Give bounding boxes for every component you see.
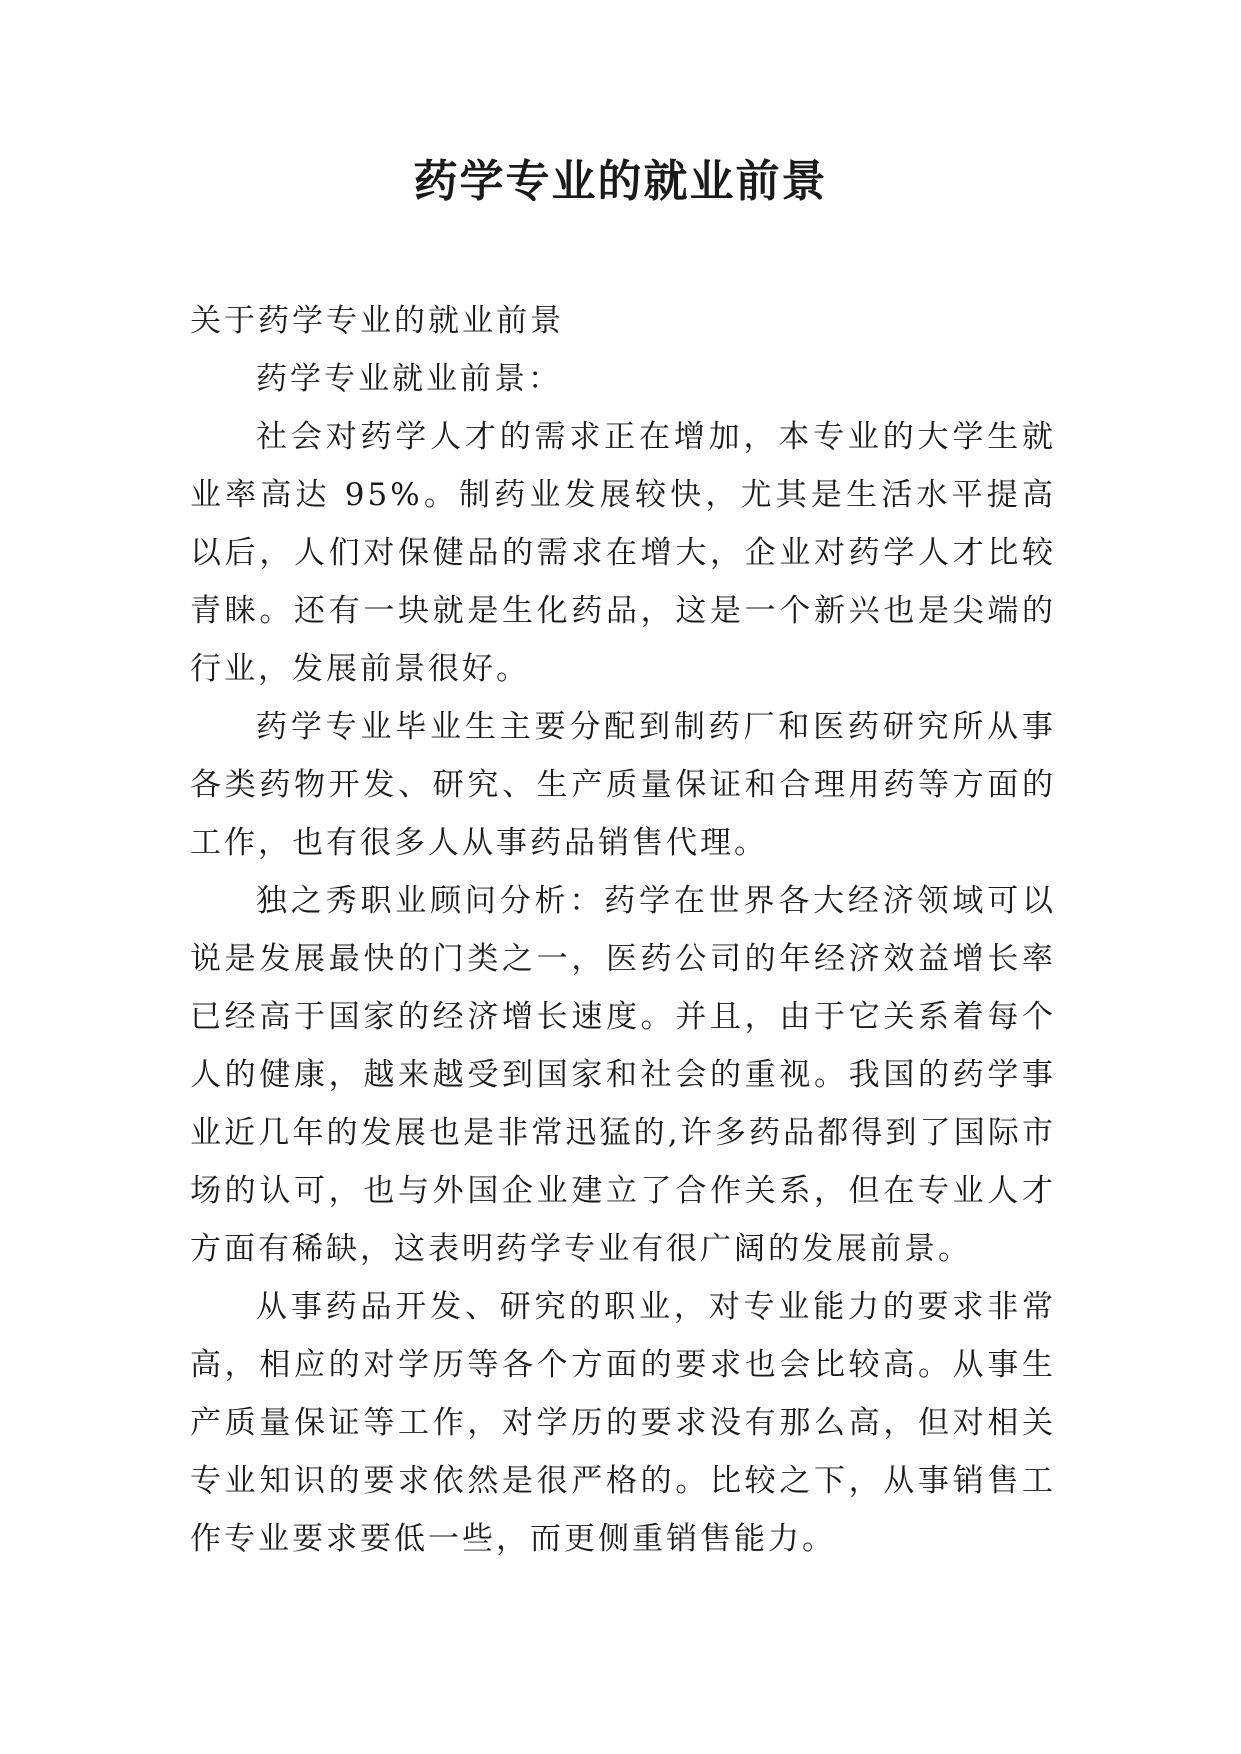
paragraph-careers: 从事药品开发、研究的职业，对专业能力的要求非常高，相应的对学历等各个方面的要求也会比较高。从事生产质量保证等工作，对学历的要求没有那么高，但对相关专业知识的要求依然是很严格的。比较之下，从事销售工作专业要求要低一些，而更侧重销售能力。 [190,1289,1056,1557]
document-body [190,292,1056,1568]
section-heading: 药学专业就业前景： [256,361,562,397]
paragraph-graduates: 药学专业毕业生主要分配到制药厂和医药研究所从事各类药物开发、研究、生产质量保证和合理用药等方面的工作，也有很多人从事药品销售代理。 [190,709,1056,861]
paragraph-analysis: 独之秀职业顾问分析：药学在世界各大经济领域可以说是发展最快的门类之一，医药公司的年经济效益增长率已经高于国家的经济增长速度。并且，由于它关系着每个人的健康，越来越受到国家和社会的重视。我国的药学事业近几年的发展也是非常迅猛的,许多药品都得到了国际市场的认可，也与外国企业建立了合作关系，但在专业人才方面有稀缺，这表明药学专业有很广阔的发展前景。 [190,883,1056,1267]
intro-line: 关于药学专业的就业前景 [190,303,564,339]
document-title: 药学专业的就业前景 [413,156,828,207]
paragraph-demand: 社会对药学人才的需求正在增加，本专业的大学生就业率高达 95%。制药业发展较快，尤其是生活水平提高以后，人们对保健品的需求在增大，企业对药学人才比较青睐。还有一块就是生化药品，这是一个新兴也是尖端的行业，发展前景很好。 [190,419,1056,687]
